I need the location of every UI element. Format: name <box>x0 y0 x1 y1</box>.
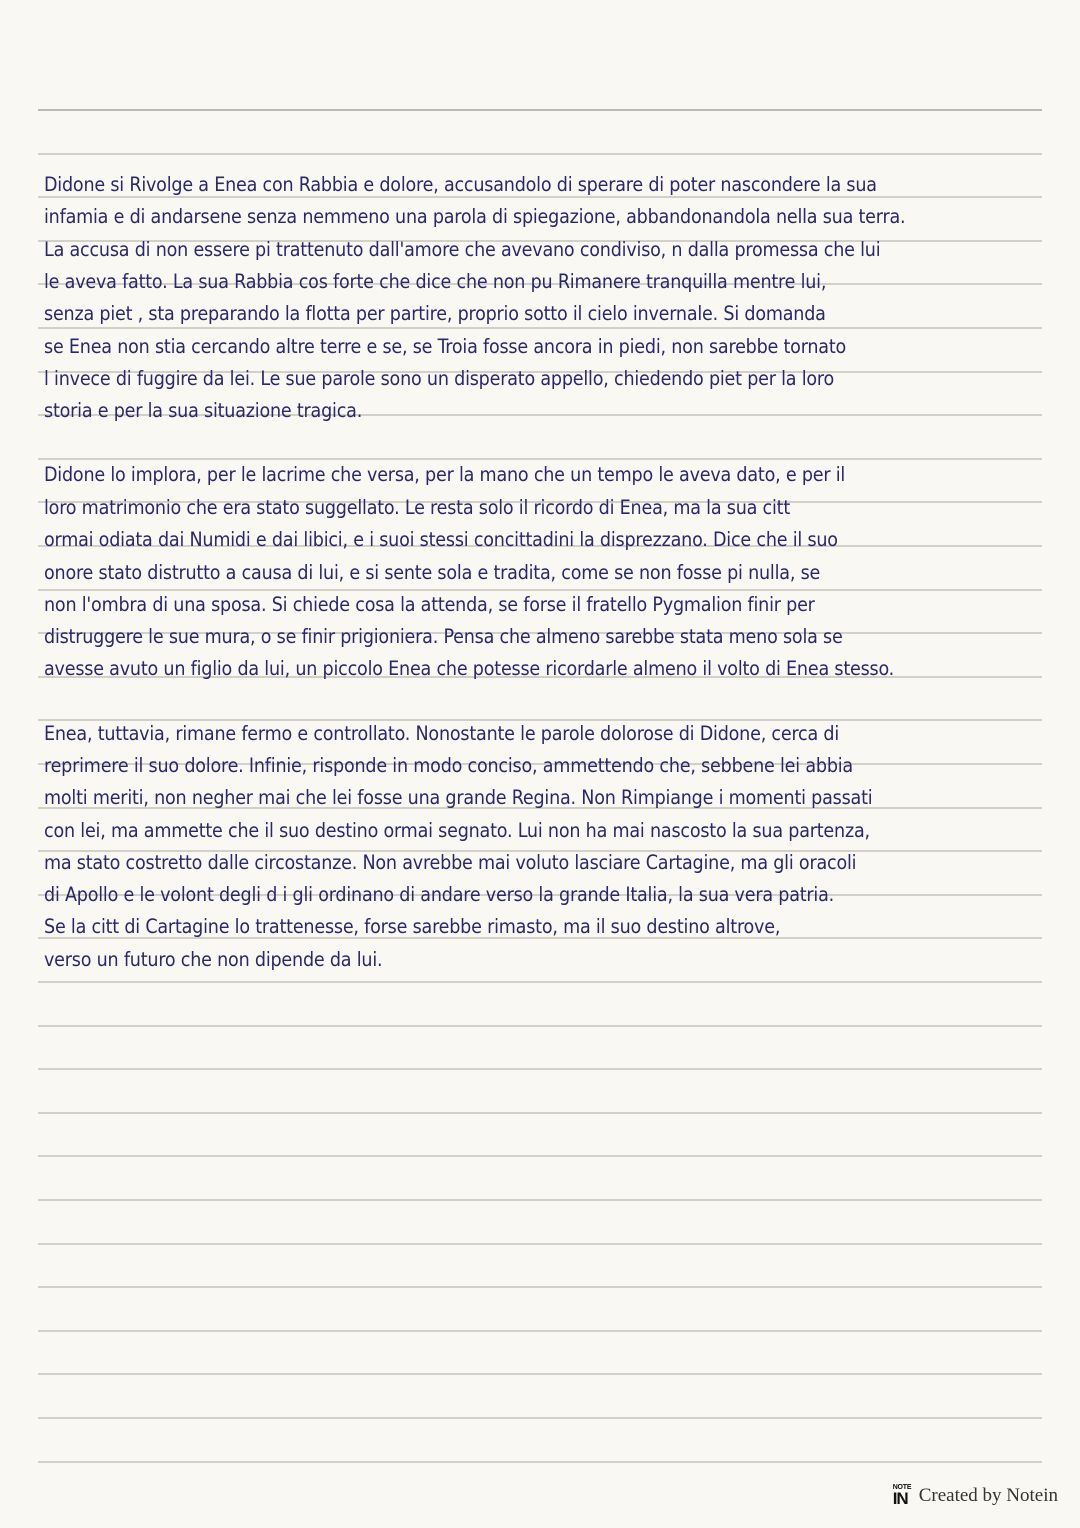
notein-logo-icon <box>893 1484 913 1508</box>
ruled-line <box>38 1068 1042 1070</box>
ruled-line <box>38 981 1042 983</box>
ruled-line <box>38 1025 1042 1027</box>
ruled-line <box>38 109 1042 111</box>
text-line: ormai odiata dai Numidi e dai libici, e i suoi stessi concittadini la disprezzano. Dice che il suo <box>44 528 838 551</box>
ruled-line <box>38 1461 1042 1463</box>
created-by-label: Created by Notein <box>918 1485 1058 1506</box>
text-line: infamia e di andarsene senza nemmeno una parola di spiegazione, abbandonandola nella sua terra. <box>44 205 906 228</box>
ruled-line <box>38 1243 1042 1245</box>
text-line: non l'ombra di una sposa. Si chiede cosa la attenda, se forse il fratello Pygmalion finir per <box>44 593 815 616</box>
text-line: Didone lo implora, per le lacrime che versa, per la mano che un tempo le aveva dato, e per il <box>44 463 846 486</box>
text-line: molti meriti, non negher mai che lei fosse una grande Regina. Non Rimpiange i momenti passati <box>44 786 873 809</box>
text-line: Se la citt di Cartagine lo trattenesse, forse sarebbe rimasto, ma il suo destino altrove, <box>44 915 781 938</box>
text-line: l invece di fuggire da lei. Le sue parole sono un disperato appello, chiedendo piet per la loro <box>44 367 835 390</box>
text-line: di Apollo e le volont degli d i gli ordinano di andare verso la grande Italia, la sua vera patria. <box>44 883 835 906</box>
text-line: ma stato costretto dalle circostanze. Non avrebbe mai voluto lasciare Cartagine, ma gli oracoli <box>44 851 857 874</box>
ruled-line <box>38 458 1042 460</box>
text-line: Enea, tuttavia, rimane fermo e controllato. Nonostante le parole dolorose di Didone, cerca di <box>44 722 840 745</box>
text-line: senza piet , sta preparando la flotta per partire, proprio sotto il cielo invernale. Si domanda <box>44 302 826 325</box>
ruled-line <box>38 589 1042 591</box>
footer-watermark <box>893 1484 1058 1508</box>
text-line: reprimere il suo dolore. Infinie, risponde in modo conciso, ammettendo che, sebbene lei abbia <box>44 754 853 777</box>
ruled-line <box>38 1155 1042 1157</box>
text-line: con lei, ma ammette che il suo destino ormai segnato. Lui non ha mai nascosto la sua partenza, <box>44 819 870 842</box>
ruled-line <box>38 327 1042 329</box>
ruled-line <box>38 1373 1042 1375</box>
ruled-line <box>38 153 1042 155</box>
text-line: Didone si Rivolge a Enea con Rabbia e dolore, accusandolo di sperare di poter nascondere la sua <box>44 173 877 196</box>
text-line: distruggere le sue mura, o se finir prigioniera. Pensa che almeno sarebbe stata meno sola se <box>44 625 843 648</box>
logo-in-text: IN <box>892 1489 908 1508</box>
logo-note-text: NOTE <box>892 1484 912 1491</box>
text-line: loro matrimonio che era stato suggellato. Le resta solo il ricordo di Enea, ma la sua citt <box>44 496 791 519</box>
ruled-line <box>38 1112 1042 1114</box>
text-line: verso un futuro che non dipende da lui. <box>44 948 383 971</box>
ruled-line <box>38 1417 1042 1419</box>
text-line: La accusa di non essere pi trattenuto dall'amore che avevano condiviso, n dalla promessa che lui <box>44 238 881 261</box>
text-line: se Enea non stia cercando altre terre e se, se Troia fosse ancora in piedi, non sarebbe tornato <box>44 335 847 358</box>
text-line: storia e per la sua situazione tragica. <box>44 399 363 422</box>
ruled-line <box>38 1330 1042 1332</box>
text-line: avesse avuto un figlio da lui, un piccolo Enea che potesse ricordarle almeno il volto di Enea stesso. <box>44 657 895 680</box>
text-line: le aveva fatto. La sua Rabbia cos forte che dice che non pu Rimanere tranquilla mentre lui, <box>44 270 827 293</box>
ruled-line <box>38 1199 1042 1201</box>
text-line: onore stato distrutto a causa di lui, e si sente sola e tradita, come se non fosse pi nulla, se <box>44 561 821 584</box>
ruled-line <box>38 1286 1042 1288</box>
